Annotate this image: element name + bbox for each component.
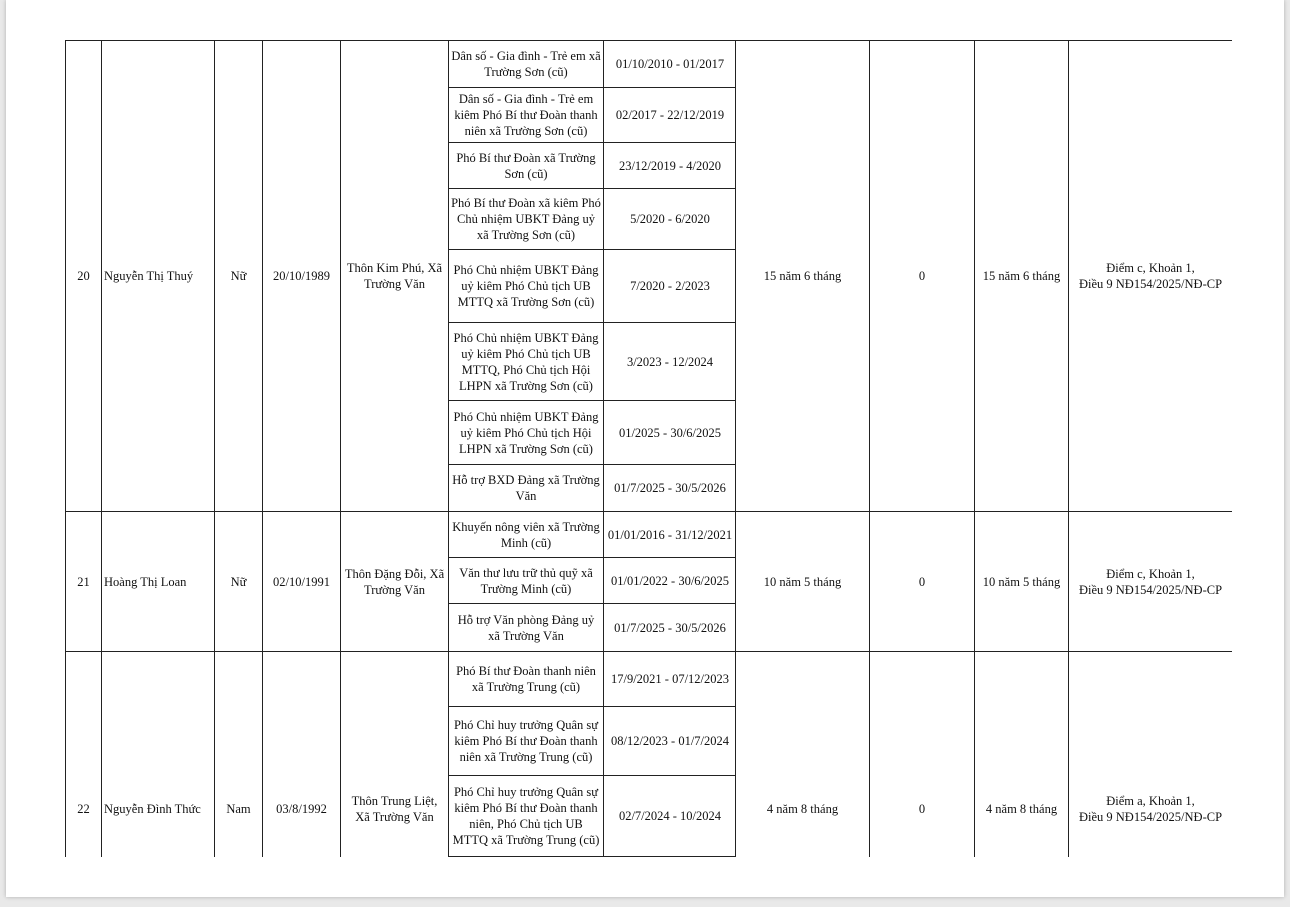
address-cell: Thôn Đặng Đỗi, Xã Trường Văn: [341, 512, 449, 651]
table-row: [66, 652, 1232, 857]
work-position: Phó Chỉ huy trưởng Quân sự kiêm Phó Bí thư Đoàn thanh niên, Phó Chủ tịch UB MTTQ xã Trường Trung (cũ): [449, 776, 604, 856]
table-row: [66, 512, 1232, 652]
name-cell: Hoàng Thị Loan: [102, 512, 215, 651]
zero-cell: 0: [870, 41, 975, 511]
legal-basis-line2: Điều 9 NĐ154/2025/NĐ-CP: [1078, 582, 1223, 597]
work-position: Dân số - Gia đình - Trẻ em xã Trường Sơn (cũ): [449, 41, 604, 87]
legal-basis-line2: Điều 9 NĐ154/2025/NĐ-CP: [1078, 810, 1223, 824]
work-period: 02/7/2024 - 10/2024: [618, 809, 722, 823]
total-duration-cell: 15 năm 6 tháng: [736, 41, 870, 511]
work-item: [449, 652, 736, 707]
work-position: Phó Chủ nhiệm UBKT Đảng uỷ kiêm Phó Chủ tịch UB MTTQ xã Trường Sơn (cũ): [449, 250, 604, 322]
address-cell: Thôn Kim Phú, Xã Trường Văn: [341, 41, 449, 511]
work-position: Phó Bí thư Đoàn xã kiêm Phó Chủ nhiệm UBKT Đảng uỷ xã Trường Sơn (cũ): [449, 189, 604, 249]
work-position: Phó Chỉ huy trưởng Quân sự kiêm Phó Bí thư Đoàn thanh niên xã Trường Trung (cũ): [449, 707, 604, 775]
zero-cell: 0: [870, 512, 975, 651]
work-position: Phó Chủ nhiệm UBKT Đảng uỷ kiêm Phó Chủ tịch UB MTTQ, Phó Chủ tịch Hội LHPN xã Trường Sơn (cũ): [449, 323, 604, 400]
stt-cell: 21: [66, 512, 102, 651]
dob-cell: 20/10/1989: [263, 41, 341, 511]
name-cell: Nguyễn Đình Thức: [102, 652, 215, 857]
personnel-table: [65, 40, 1232, 857]
total-duration-cell-2: 10 năm 5 tháng: [975, 512, 1069, 651]
stt-cell: 22: [66, 652, 102, 857]
work-period: 23/12/2019 - 4/2020: [618, 158, 722, 173]
work-item: [449, 189, 736, 250]
legal-basis-cell: [1069, 652, 1232, 857]
document-page: [6, 0, 1284, 897]
work-item: [449, 558, 736, 604]
dob-cell: 03/8/1992: [263, 652, 341, 857]
work-position: Hỗ trợ Văn phòng Đảng uỷ xã Trường Văn: [449, 604, 604, 651]
work-position: Khuyến nông viên xã Trường Minh (cũ): [449, 512, 604, 557]
work-period: 3/2023 - 12/2024: [626, 354, 714, 369]
work-item: [449, 465, 736, 511]
legal-basis-line1: Điểm a, Khoản 1,: [1106, 794, 1195, 808]
work-item: [449, 143, 736, 189]
work-period: 01/2025 - 30/6/2025: [618, 425, 722, 440]
work-period: 01/01/2016 - 31/12/2021: [607, 527, 733, 542]
work-item: [449, 401, 736, 465]
work-item: [449, 512, 736, 558]
work-item: [449, 41, 736, 88]
work-item: [449, 604, 736, 651]
work-history-cell: [449, 41, 736, 511]
work-item: [449, 707, 736, 776]
work-period: 17/9/2021 - 07/12/2023: [610, 672, 730, 686]
sex-cell: Nữ: [215, 41, 263, 511]
total-duration-cell-2: 15 năm 6 tháng: [975, 41, 1069, 511]
work-period: 7/2020 - 2/2023: [630, 279, 710, 293]
work-period: 01/7/2025 - 30/5/2026: [614, 481, 726, 495]
work-period: 01/10/2010 - 01/2017: [615, 57, 725, 71]
address-cell: Thôn Trung Liệt, Xã Trường Văn: [341, 652, 449, 857]
dob-cell: 02/10/1991: [263, 512, 341, 651]
sex-cell: Nữ: [215, 512, 263, 651]
work-item: [449, 776, 736, 857]
work-position: Phó Chủ nhiệm UBKT Đảng uỷ kiêm Phó Chủ tịch Hội LHPN xã Trường Sơn (cũ): [449, 401, 604, 464]
work-position: Phó Bí thư Đoàn xã Trường Sơn (cũ): [449, 143, 604, 188]
stt-cell: 20: [66, 41, 102, 511]
table-row: [66, 41, 1232, 512]
work-position: Văn thư lưu trữ thủ quỹ xã Trường Minh (cũ): [449, 558, 604, 603]
legal-basis-line1: Điểm c, Khoản 1,: [1106, 566, 1195, 581]
work-position: Phó Bí thư Đoàn thanh niên xã Trường Trung (cũ): [449, 652, 604, 706]
total-duration-cell: 4 năm 8 tháng: [736, 652, 870, 857]
legal-basis-line2: Điều 9 NĐ154/2025/NĐ-CP: [1078, 277, 1223, 291]
work-period: 5/2020 - 6/2020: [630, 212, 710, 226]
legal-basis-line1: Điểm c, Khoản 1,: [1106, 261, 1195, 275]
work-period: 01/7/2025 - 30/5/2026: [614, 620, 726, 635]
legal-basis-cell: [1069, 512, 1232, 651]
name-cell: Nguyễn Thị Thuý: [102, 41, 215, 511]
sex-cell: Nam: [215, 652, 263, 857]
work-item: [449, 323, 736, 401]
work-item: [449, 88, 736, 143]
work-history-cell: [449, 512, 736, 651]
legal-basis-cell: [1069, 41, 1232, 511]
work-period: 02/2017 - 22/12/2019: [615, 108, 725, 122]
work-history-cell: [449, 652, 736, 857]
total-duration-cell-2: 4 năm 8 tháng: [975, 652, 1069, 857]
work-item: [449, 250, 736, 323]
total-duration-cell: 10 năm 5 tháng: [736, 512, 870, 651]
work-position: Hỗ trợ BXD Đảng xã Trường Văn: [449, 465, 604, 511]
zero-cell: 0: [870, 652, 975, 857]
work-period: 08/12/2023 - 01/7/2024: [610, 734, 730, 748]
work-position: Dân số - Gia đình - Trẻ em kiêm Phó Bí thư Đoàn thanh niên xã Trường Sơn (cũ): [449, 88, 604, 142]
work-period: 01/01/2022 - 30/6/2025: [610, 573, 730, 588]
